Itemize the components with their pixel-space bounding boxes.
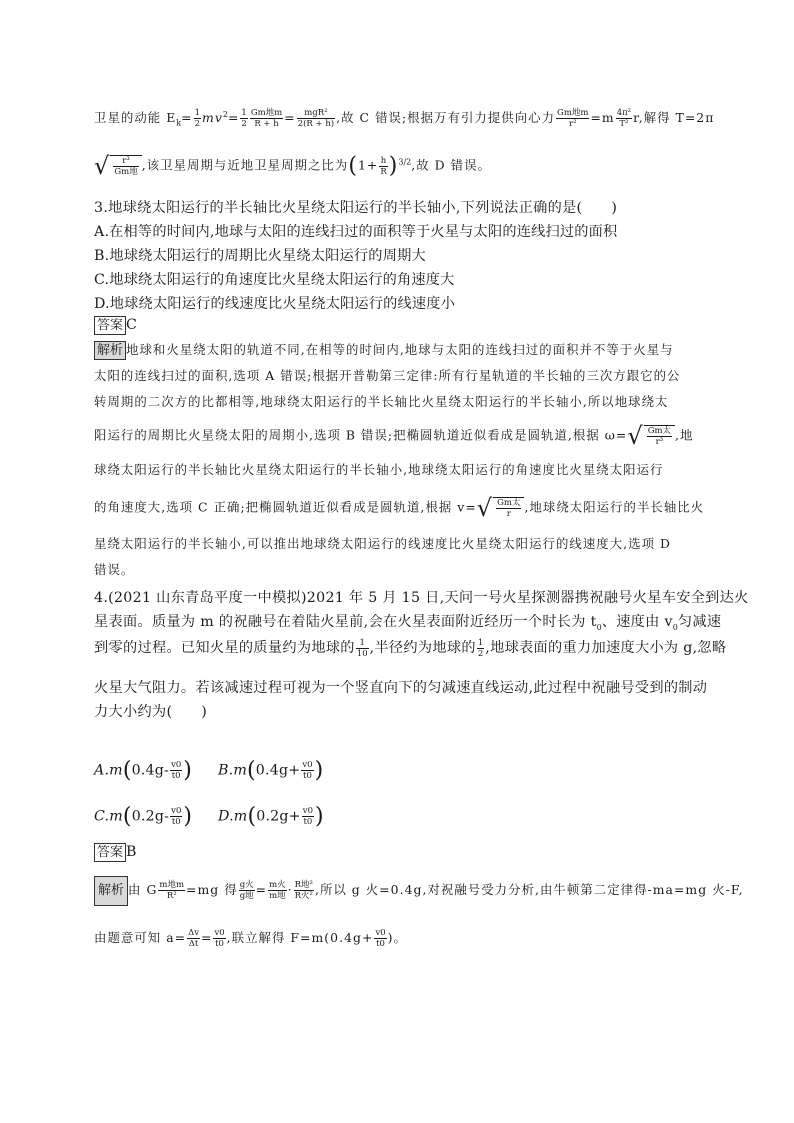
text: = — [255, 882, 268, 897]
text: ,故 C 错误;根据万有引力提供向心力 — [336, 110, 556, 125]
q3-analysis-line6 — [94, 494, 704, 522]
fraction — [374, 928, 386, 949]
den: r² — [569, 119, 577, 129]
sqrt-sign: √ — [627, 422, 644, 450]
fraction — [302, 806, 314, 827]
q4-stem-line4: 火星大气阻力。若该减速过程可视为一个竖直向下的匀减速直线运动,此过程中祝融号受到的制动 — [94, 680, 708, 696]
paren: ( — [247, 758, 256, 783]
paren: ( — [247, 804, 257, 829]
num: Gm地m — [557, 108, 589, 118]
q3-option-c: C.地球绕太阳运行的角速度比火星绕太阳运行的角速度大 — [94, 272, 455, 288]
den: 10 — [356, 648, 368, 659]
num: v0 — [171, 806, 182, 816]
text: 地球和火星绕太阳的轨道不同,在相等的时间内,地球与太阳的连线扫过的面积并不等于火星与 — [126, 342, 674, 357]
q3-analysis-line5: 球绕太阳运行的半长轴比火星绕太阳运行的半长轴小,地球绕太阳运行的角速度比火星绕太阳运行 — [94, 462, 664, 477]
num: mgR² — [297, 108, 335, 119]
text: k — [176, 118, 182, 128]
den: Δt — [188, 939, 199, 949]
text: · — [287, 882, 293, 897]
text: ,联立解得 F=m(0.4g+ — [226, 930, 374, 945]
fraction — [268, 880, 287, 901]
text: ,半径约为地球的 — [369, 640, 476, 656]
num: v0 — [171, 760, 182, 770]
den: 2 — [477, 648, 484, 659]
fraction — [158, 880, 185, 901]
fraction — [240, 108, 247, 129]
den: R — [380, 166, 387, 177]
den: t0 — [171, 817, 181, 827]
text: 0 — [596, 622, 602, 632]
text: ,该卫星周期与近地卫星周期之比为 — [141, 157, 349, 173]
fraction — [170, 760, 182, 781]
den: t0 — [376, 939, 385, 949]
num: h — [380, 155, 387, 166]
num: 1 — [241, 108, 247, 118]
den: r³ — [655, 437, 664, 447]
num: v0 — [302, 806, 313, 816]
text: 2 — [222, 109, 228, 119]
fraction — [556, 108, 589, 129]
answer-value: B — [126, 844, 137, 860]
den: t0 — [303, 817, 313, 827]
den: 2(R + h) — [297, 119, 335, 129]
text: 由 G — [128, 882, 158, 897]
fraction — [170, 806, 182, 827]
text: =mg 得 — [186, 882, 238, 897]
fraction — [239, 880, 255, 901]
fraction — [379, 156, 387, 177]
paren: ( — [122, 758, 132, 783]
text: C.m — [94, 808, 123, 825]
den: Gm地 — [114, 167, 138, 177]
num: m火 — [269, 880, 286, 890]
q4-analysis-line1 — [94, 876, 744, 906]
q4-stem-line1: 4.(2021 山东青岛平度一中模拟)2021 年 5 月 15 日,天问一号火星探测器携祝融号火星车安全到达火 — [94, 590, 749, 606]
q3-stem: 3.地球绕太阳运行的半长轴比火星绕太阳运行的半长轴小,下列说法正确的是( ) — [94, 200, 618, 216]
fraction — [113, 156, 138, 177]
answer-label: 答案 — [94, 316, 126, 335]
text: 到零的过程。已知火星的质量约为地球的 — [94, 640, 355, 656]
fraction — [213, 928, 225, 949]
den: R + h — [254, 119, 279, 129]
text: 卫星的动能 E — [94, 110, 177, 125]
analysis-label: 解析 — [94, 876, 128, 906]
den: R² — [166, 891, 177, 901]
q3-analysis-line7: 星绕太阳运行的半长轴小,可以推出地球绕太阳运行的线速度比火星绕太阳运行的线速度大,选项 D — [94, 536, 672, 551]
den: t0 — [215, 939, 224, 949]
q4-option-a — [94, 758, 192, 783]
num: v0 — [375, 928, 386, 938]
q4-answer — [94, 843, 137, 862]
sqrt-body — [493, 497, 524, 519]
q3-analysis-line8: 错误。 — [94, 562, 135, 577]
fraction — [616, 108, 632, 129]
num: v0 — [214, 928, 225, 938]
q4-option-c — [94, 804, 192, 829]
text: r,解得 T=2π — [633, 110, 715, 125]
text: =m — [590, 110, 615, 125]
text: B.m — [218, 762, 247, 779]
paren: ) — [183, 758, 193, 783]
fraction — [294, 880, 314, 901]
text: mv — [202, 110, 223, 125]
fraction — [496, 498, 521, 519]
text: ,所以 g 火=0.4g,对祝融号受力分析,由牛顿第二定律得-ma=mg 火-F, — [314, 882, 744, 897]
paren: ) — [183, 804, 193, 829]
num: 1 — [356, 638, 369, 649]
text: ,故 D 错误。 — [411, 157, 491, 173]
den: m地 — [269, 891, 286, 901]
sqrt-body — [644, 425, 675, 447]
text: A.m — [94, 762, 123, 779]
den: g地 — [239, 891, 254, 901]
text: 阳运行的周期比火星绕太阳的周期小,选项 B 错误;把椭圆轨道近似看成是圆轨道,根据 ω= — [94, 427, 628, 443]
answer-label: 答案 — [94, 843, 126, 862]
text: ,地球表面的重力加速度大小为 g,忽略 — [485, 640, 727, 656]
q4-stem-line5: 力大小约为( ) — [94, 704, 208, 720]
text: ,地 — [675, 427, 694, 443]
num: g火 — [239, 880, 254, 890]
text: 0.4g+ — [255, 762, 301, 779]
text: 匀减速 — [677, 614, 722, 630]
q3-option-d: D.地球绕太阳运行的线速度比火星绕太阳运行的线速度小 — [94, 296, 456, 312]
den: R火² — [294, 891, 313, 901]
sqrt-sign: √ — [94, 152, 111, 180]
num: Gm太 — [647, 426, 672, 436]
text: = — [227, 110, 240, 125]
num: Gm太 — [497, 498, 521, 508]
den: 2 — [194, 119, 201, 129]
paren: ( — [122, 804, 132, 829]
text: D.m — [218, 808, 248, 825]
paren: ) — [315, 804, 324, 829]
num: v0 — [302, 760, 313, 770]
paren: ( — [348, 153, 358, 179]
sqrt-body — [110, 155, 141, 177]
text: = — [284, 110, 296, 125]
text: = — [201, 930, 213, 945]
text: ,地球绕太阳运行的半长轴比火 — [524, 499, 705, 515]
text: 星表面。质量为 m 的祝融号在着陆火星前,会在火星表面附近经历一个时长为 t — [94, 614, 597, 630]
fraction — [477, 638, 484, 659]
text: 由题意可知 a= — [94, 930, 187, 945]
den: T² — [619, 119, 629, 129]
q3-option-b: B.地球绕太阳运行的周期比火星绕太阳运行的周期大 — [94, 248, 426, 264]
text: 的角速度大,选项 C 正确;把椭圆轨道近似看成是圆轨道,根据 v= — [94, 499, 477, 515]
q4-analysis-line2 — [94, 928, 407, 949]
q3-analysis-line1 — [94, 340, 674, 360]
fraction — [647, 426, 672, 447]
text: = — [181, 110, 193, 125]
num: 1 — [194, 108, 201, 118]
num: Gm地m — [250, 108, 283, 118]
den: t0 — [171, 771, 181, 781]
sqrt-sign: √ — [476, 494, 494, 522]
fraction — [194, 108, 201, 129]
num: m地m — [159, 880, 185, 890]
text: 0.4g- — [131, 762, 170, 779]
fraction — [356, 638, 369, 659]
text: 1+ — [357, 157, 379, 173]
q4-stem-line3 — [94, 637, 726, 659]
fraction — [297, 108, 335, 129]
q3-analysis-line4 — [94, 422, 693, 450]
text: 0.2g+ — [256, 808, 301, 825]
num: 1 — [477, 637, 484, 648]
text: )。 — [387, 930, 407, 945]
exponent: 3/2 — [398, 157, 412, 167]
text: 0 — [672, 622, 678, 632]
q3-option-a: A.在相等的时间内,地球与太阳的连线扫过的面积等于火星与太阳的连线扫过的面积 — [94, 224, 618, 240]
text: 0.2g- — [131, 808, 170, 825]
q4-option-b — [218, 758, 323, 783]
answer-value: C — [126, 317, 138, 333]
q4-stem-line2 — [94, 611, 721, 632]
fraction — [301, 760, 313, 781]
sol2-line2 — [94, 152, 491, 180]
q3-answer — [94, 316, 137, 335]
paren: ) — [388, 153, 399, 179]
text: 、速度由 v — [601, 614, 673, 630]
fraction — [187, 928, 200, 949]
den: t0 — [303, 771, 312, 781]
q4-option-d — [218, 804, 324, 829]
sol2-line1 — [94, 108, 714, 129]
paren: ) — [314, 758, 324, 783]
q3-analysis-line2: 太阳的连线扫过的面积,选项 A 错误;根据开普勒第三定律:所有行星轨道的半长轴的三次方跟它的公 — [94, 368, 681, 383]
analysis-label: 解析 — [94, 341, 126, 360]
num: R地² — [294, 880, 313, 890]
fraction — [250, 108, 283, 129]
num: 4π² — [616, 108, 632, 118]
num: Δv — [188, 928, 200, 938]
den: 2 — [241, 119, 247, 129]
den: r — [506, 509, 511, 519]
q3-analysis-line3: 转周期的二次方的比都相等,地球绕太阳运行的半长轴比火星绕太阳运行的半长轴小,所以地球绕太 — [94, 394, 669, 409]
num: r³ — [113, 156, 138, 167]
